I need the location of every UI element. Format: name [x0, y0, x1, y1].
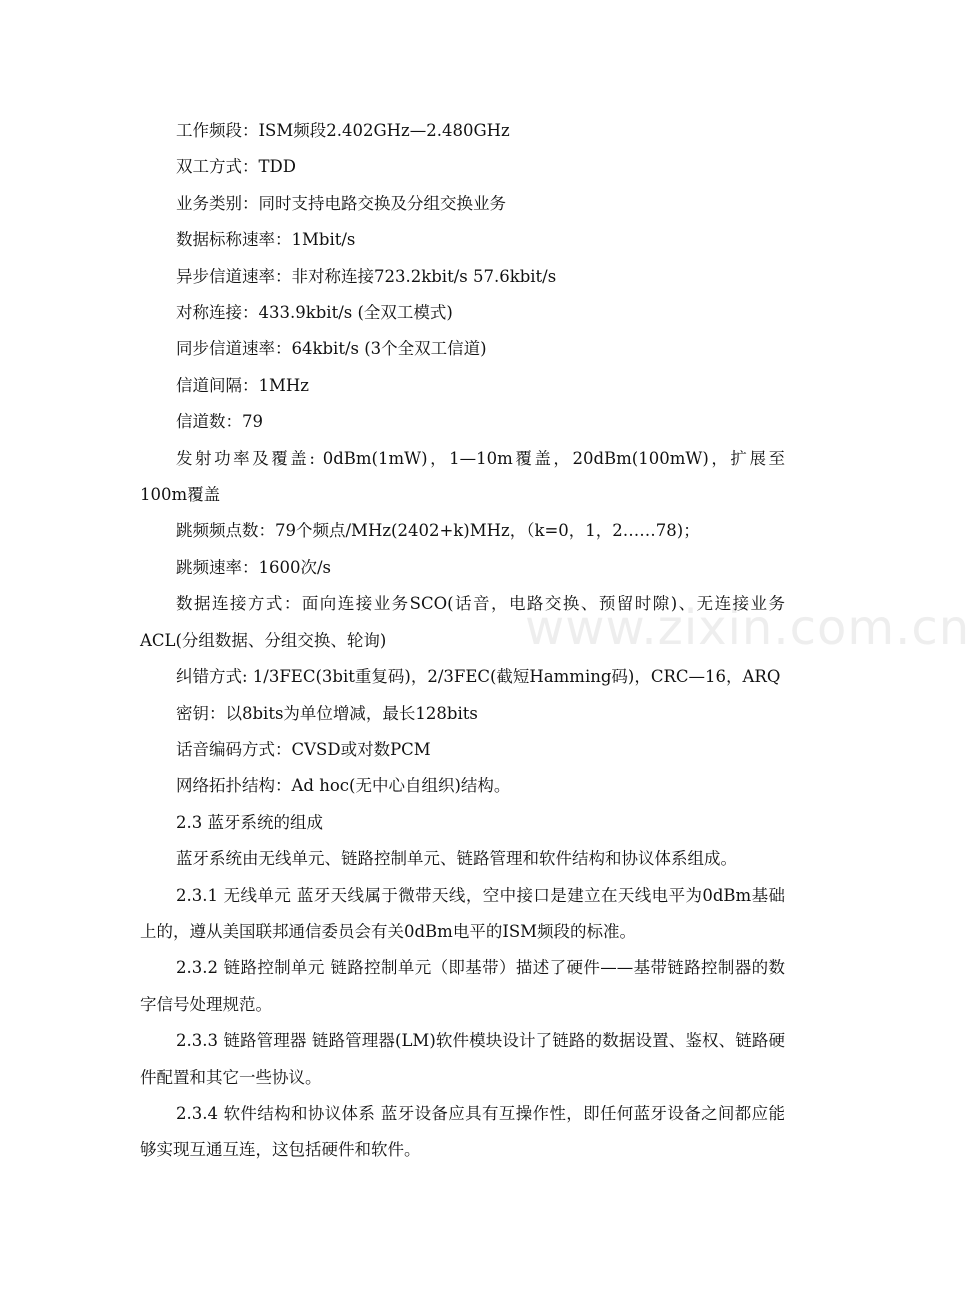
spec-network-topology: 网络拓扑结构：Ad hoc(无中心自组织)结构。 [176, 776, 511, 796]
section-intro: 蓝牙系统由无线单元、链路控制单元、链路管理和软件结构和协议体系组成。 [176, 849, 737, 869]
spec-sync-rate: 同步信道速率：64kbit/s (3个全双工信道) [176, 339, 487, 359]
spec-async-rate: 异步信道速率：非对称连接723.2kbit/s 57.6kbit/s [176, 266, 557, 286]
spec-duplex-mode: 双工方式：TDD [176, 157, 296, 177]
spec-voice-coding: 话音编码方式：CVSD或对数PCM [176, 739, 431, 759]
spec-hop-rate: 跳频速率：1600次/s [176, 557, 332, 577]
spec-work-band: 工作频段：ISM频段2.402GHz—2.480GHz [176, 121, 510, 140]
section-heading: 2.3 蓝牙系统的组成 [176, 812, 323, 832]
spec-channel-spacing: 信道间隔：1MHz [176, 375, 309, 395]
spec-service-type: 业务类别：同时支持电路交换及分组交换业务 [176, 193, 506, 213]
spec-key: 密钥：以8bits为单位增减，最长128bits [176, 703, 478, 723]
subsection-radio-unit: 2.3.1 无线单元 蓝牙天线属于微带天线，空中接口是建立在天线电平为0dBm基础上的，遵从美国联邦通信委员会有关0dBm电平的ISM频段的标准。 [140, 885, 785, 941]
watermark: www.zixin.com.cn [525, 600, 970, 656]
spec-tx-power: 发射功率及覆盖: 0dBm(1mW)，1—10m覆盖，20dBm(100mW)，扩展至100m覆盖 [140, 448, 785, 505]
spec-channel-count: 信道数：79 [176, 412, 263, 432]
spec-hop-points: 跳频频点数：79个频点/MHz(2402+k)MHz，（k=0，1，2……78)； [176, 521, 700, 541]
spec-link-mode: 数据连接方式：面向连接业务SCO(话音，电路交换、预留时隙)、无连接业务ACL(分组数据、分组交换、轮询) [140, 594, 785, 650]
subsection-software-protocol: 2.3.4 软件结构和协议体系 蓝牙设备应具有互操作性，即任何蓝牙设备之间都应能够实现互通互连，这包括硬件和软件。 [140, 1103, 785, 1160]
spec-nominal-rate: 数据标称速率：1Mbit/s [176, 230, 356, 250]
subsection-link-manager: 2.3.3 链路管理器 链路管理器(LM)软件模块设计了链路的数据设置、鉴权、链路硬件配置和其它一些协议。 [140, 1031, 785, 1087]
subsection-link-control: 2.3.2 链路控制单元 链路控制单元（即基带）描述了硬件——基带链路控制器的数字信号处理规范。 [140, 958, 785, 1014]
spec-error-correction: 纠错方式: 1/3FEC(3bit重复码)，2/3FEC(截短Hamming码)，CRC—16，ARQ [176, 667, 781, 687]
spec-symmetric-link: 对称连接：433.9kbit/s (全双工模式) [176, 303, 453, 323]
